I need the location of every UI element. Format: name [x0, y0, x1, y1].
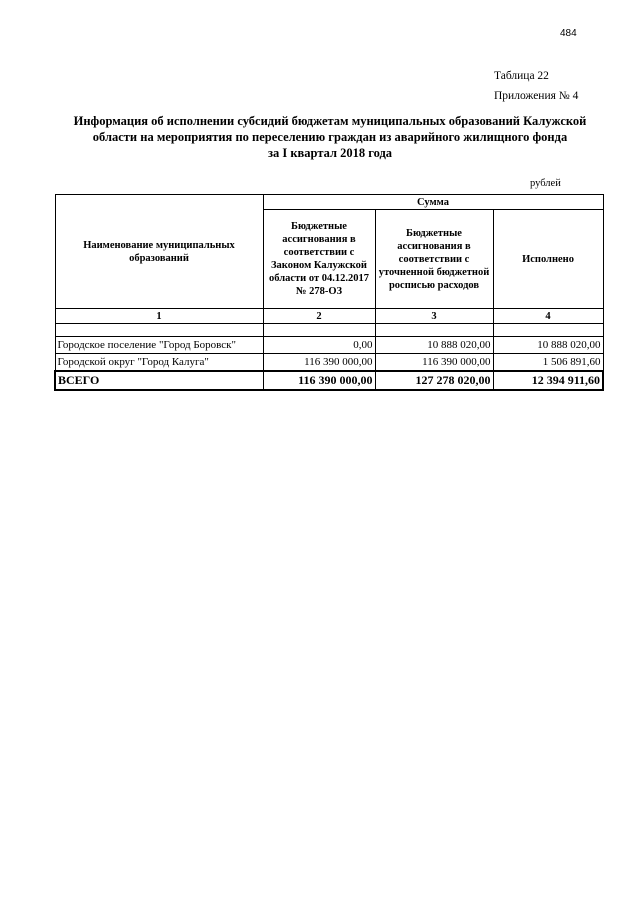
refined-allocation-value: 10 888 020,00	[375, 337, 493, 354]
table-label: Таблица 22	[494, 70, 549, 82]
title-line-1: Информация об исполнении субсидий бюджетам муниципальных образований Калужской	[73, 114, 587, 128]
header-executed: Исполнено	[493, 210, 603, 309]
header-sum: Сумма	[263, 195, 603, 210]
law-allocation-value: 0,00	[263, 337, 375, 354]
document-title	[60, 113, 600, 161]
total-law-allocation: 116 390 000,00	[263, 371, 375, 390]
total-label: ВСЕГО	[55, 371, 263, 390]
subsidy-table	[54, 194, 604, 391]
table-reference	[494, 66, 578, 106]
total-executed: 12 394 911,60	[493, 371, 603, 390]
column-number: 4	[493, 309, 603, 324]
header-refined-allocation: Бюджетные ассигнования в соответствии с уточненной бюджетной росписью расходов	[375, 210, 493, 309]
executed-value: 10 888 020,00	[493, 337, 603, 354]
page-number: 484	[560, 28, 577, 39]
municipality-name: Городской округ "Город Калуга"	[55, 354, 263, 372]
column-number-row	[55, 309, 603, 324]
total-refined-allocation: 127 278 020,00	[375, 371, 493, 390]
municipality-name: Городское поселение "Город Боровск"	[55, 337, 263, 354]
table-row	[55, 354, 603, 372]
title-line-3: за I квартал 2018 года	[267, 146, 393, 160]
title-line-2: области на мероприятия по переселению граждан из аварийного жилищного фонда	[92, 130, 568, 144]
units-label: рублей	[530, 178, 561, 189]
law-allocation-value: 116 390 000,00	[263, 354, 375, 372]
column-number: 1	[55, 309, 263, 324]
header-law-allocation: Бюджетные ассигнования в соответствии с Законом Калужской области от 04.12.2017 № 278-ОЗ	[263, 210, 375, 309]
spacer-row	[55, 324, 603, 337]
column-number: 3	[375, 309, 493, 324]
table-row	[55, 337, 603, 354]
header-municipality-name: Наименование муниципальных образований	[55, 195, 263, 309]
header-row-sum	[55, 195, 603, 210]
column-number: 2	[263, 309, 375, 324]
appendix-label: Приложения № 4	[494, 90, 579, 102]
total-row	[55, 371, 603, 390]
refined-allocation-value: 116 390 000,00	[375, 354, 493, 372]
executed-value: 1 506 891,60	[493, 354, 603, 372]
